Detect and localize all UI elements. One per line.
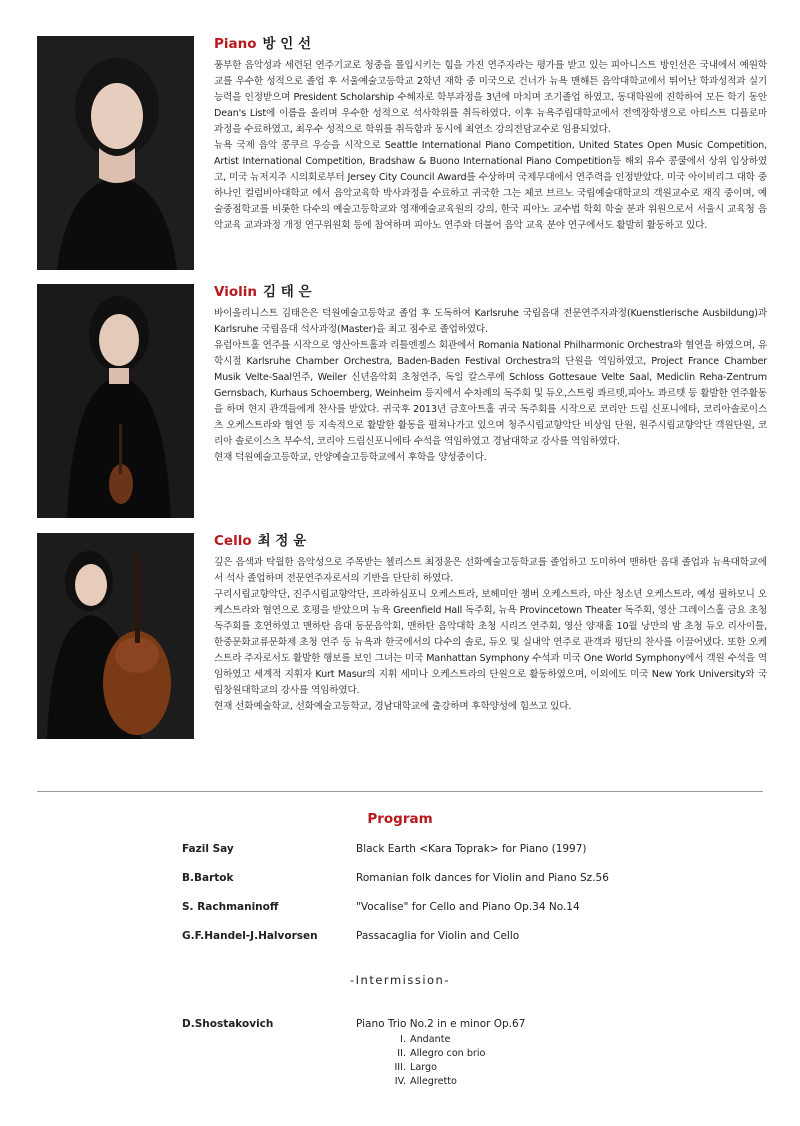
performer-name: 김 태 은 — [262, 284, 312, 300]
composer-name: S. Rachmaninoff — [182, 901, 279, 913]
bio-paragraph: 현재 선화예술학교, 선화예술고등학교, 경남대학교에 출강하며 후학양성에 힘쓰고 있다. — [214, 701, 572, 712]
composer-name: G.F.Handel-J.Halvorsen — [182, 930, 318, 942]
composer-name: Fazil Say — [182, 843, 234, 855]
instrument-label: Piano — [214, 36, 257, 52]
movement-item — [378, 1074, 457, 1089]
instrument-label: Violin — [214, 284, 257, 300]
bio-paragraph: 현재 덕원예술고등학교, 안양예술고등학교에서 후학을 양성중이다. — [214, 452, 487, 463]
bio-paragraph: 풍부한 음악성과 세련된 연주기교로 청중을 몰입시키는 힘을 가진 연주자라는 평가를 받고 있는 피아니스트 방인선은 국내에서 예원학교를 우수한 성적으로 졸업 후 서울예술고등학교 2학년 재학 중 미국으로 건너가 뉴욕 맨해튼 음악대학교에서 뛰어난 학과성적과 실기능력을 인정받으며 President Scholarship 수혜자로 학부과정을 3년에 마치며 조기졸업 하였고, 동대학원에 진학하여 모든 학기 동안 Dean's List에 이름을 올리며 우수한 성적으로 석사학위를 취득하였다. 이후 뉴욕주립대학교에서 전액장학생으로 아티스트 디플로마 과정을 수료하였고, 최우수 성적으로 학위를 취득함과 동시에 최연소 강의전담교수로 임용되었다. — [214, 60, 767, 135]
movement-number: III. — [394, 1062, 406, 1073]
movement-number: II. — [397, 1048, 406, 1059]
performer-cello — [37, 533, 767, 741]
program-item — [182, 899, 772, 915]
instrument-label: Cello — [214, 533, 252, 549]
program-item — [182, 870, 772, 886]
cellist-photo — [37, 533, 194, 739]
violinist-bio — [214, 284, 767, 466]
bio-paragraph: 유럽아트홀 연주를 시작으로 영산아트홀과 리틀엔젤스 회관에서 Romania National Philharmonic Orchestra와 협연을 하였으며, 유학시절 Karlsruhe Chamber Orchestra, Baden-Baden Festival Orchestra의 단원을 역임하였고, Project France Chamber Musik Velte-Saal연주, Weiler 신년음악회 초청연주, 독일 칼스루에 Schloss Gottesaue Velte Saal, Mediclin Reha-Zentrum Gernsbach, Kurhaus Schoemberg, Weinheim 등지에서 수차례의 독주회 및 듀오,스트링 콰르텟,피아노 콰르텟 등 활발한 연주활동을 하며 현지 관객들에게 찬사를 받았다. 귀국후 2013년 금호아트홀 귀국 독주회를 시작으로 코리안 드림 신포니에타, 코리아솔로이스츠 오케스트라와 협연 등 지속적으로 활발한 활동을 펼쳐나가고 있으며 청주시립교향악단 비상임 단원, 원주시립교향악단 객원단원, 코리아 솔로이스츠 부수석, 코리아 드림신포니에타 수석을 역임하였고 경남대학교 강사를 역임하였다. — [214, 340, 767, 447]
movement-item — [378, 1032, 450, 1047]
violinist-photo — [37, 284, 194, 518]
movement-title: Allegro con brio — [410, 1048, 486, 1059]
bio-paragraph: 구리시립교향악단, 진주시립교향악단, 프라하심포니 오케스트라, 보헤미안 챔버 오케스트라, 마산 청소년 오케스트라, 예성 필하모니 오케스트라와 협연으로 호평을 받았으며 뉴욕 Greenfield Hall 독주회, 뉴욕 Provincetown Theater 독주회, 영산 그레이스홀 금요 초청 독주회를 호연하였고 맨하탄 음대 동문음악회, 맨하탄 음악대학 초청 시리즈 연주회, 영산 양재홀 10월 낭만의 밤 초청 듀오 리사이틀, 한중문화교류문화제 초청 연주 등 뉴욕과 한국에서의 다수의 솔로, 듀오 및 실내악 연주로 관객과 평단의 찬사를 이끌어냈다. 또한 오케스트라 주자로서도 활발한 행보를 보인 그녀는 미국 Manhattan Symphony 수석과 미국 One World Symphony에서 객원 수석을 역임하였고 세계적 지휘자 Kurt Masur의 지휘 세미나 오케스트라의 단원으로 활동하였으며, 이외에도 미국 New York University와 국립창원대학교의 강사를 역임하였다. — [214, 589, 767, 696]
cellist-bio — [214, 533, 767, 715]
performer-heading — [214, 36, 767, 52]
composer-name: D.Shostakovich — [182, 1018, 274, 1030]
work-title: "Vocalise" for Cello and Piano Op.34 No.14 — [356, 901, 580, 913]
pianist-bio — [214, 36, 767, 234]
performer-heading — [214, 284, 767, 300]
program-title: Program — [367, 811, 433, 827]
bio-paragraph: 깊은 음색과 탁월한 음악성으로 주목받는 첼리스트 최정윤은 선화예술고등학교를 졸업하고 도미하여 맨하탄 음대 졸업과 뉴욕대학교에서 석사 졸업하며 전문연주자로서의 기반을 단단히 하였다. — [214, 557, 767, 584]
movement-number: I. — [400, 1034, 406, 1045]
work-title: Piano Trio No.2 in e minor Op.67 — [356, 1018, 526, 1030]
composer-name: B.Bartok — [182, 872, 234, 884]
program-item-final — [182, 1016, 772, 1032]
section-divider — [37, 791, 763, 792]
bio-paragraph: 바이올리니스트 김태은은 덕원예술고등학교 졸업 후 도독하여 Karlsruhe 국립음대 전문연주자과정(Kuenstlerische Ausbildung)과 Karlsruhe 국립음대 석사과정(Master)을 최고 점수로 졸업하였다. — [214, 308, 767, 335]
work-title: Black Earth <Kara Toprak> for Piano (1997) — [356, 843, 587, 855]
performer-violin — [37, 284, 767, 520]
movement-title: Allegretto — [410, 1076, 457, 1087]
movement-title: Andante — [410, 1034, 451, 1045]
program-item — [182, 841, 772, 857]
work-title: Romanian folk dances for Violin and Piano Sz.56 — [356, 872, 609, 884]
performer-heading — [214, 533, 767, 549]
performer-piano — [37, 36, 767, 272]
intermission-label: -Intermission- — [350, 973, 450, 987]
movement-item — [378, 1060, 437, 1075]
pianist-photo — [37, 36, 194, 270]
performer-name: 최 정 윤 — [257, 533, 307, 549]
program-item — [182, 928, 772, 944]
movement-number: IV. — [394, 1076, 406, 1087]
movement-item — [378, 1046, 485, 1061]
movement-title: Largo — [410, 1062, 437, 1073]
performer-name: 방 인 선 — [262, 36, 312, 52]
work-title: Passacaglia for Violin and Cello — [356, 930, 520, 942]
bio-paragraph: 뉴욕 국제 음악 콩쿠르 우승을 시작으로 Seattle International Piano Competition, United States Open Music Competition, Artist International Competition, Bradshaw & Buono International Piano Competition등 해외 유수 콩쿨에서 상위 입상하였고, 미국 뉴저지주 시의회로부터 Jersey City Council Award를 수상하며 국제무대에서 연주력을 인정받았다. 미국 아이비리그 대학 중 하나인 컬럼비아대학교 에서 음악교육학 박사과정을 수료하고 귀국한 그는 체코 브르노 국립예술대학교의 객원교수로 재직 중이며, 예술중점학교를 비롯한 다수의 예술고등학교와 영재예술교육원의 강의, 한국 피아노 교수법 학회 학술 분과 위원으로서 서울시 교육청 음악교육 교과과정 개정 연구위원회 등에 참여하며 피아노 연주와 더불어 음악 교육 분야 연구에서도 활발히 활동하고 있다. — [214, 140, 767, 231]
